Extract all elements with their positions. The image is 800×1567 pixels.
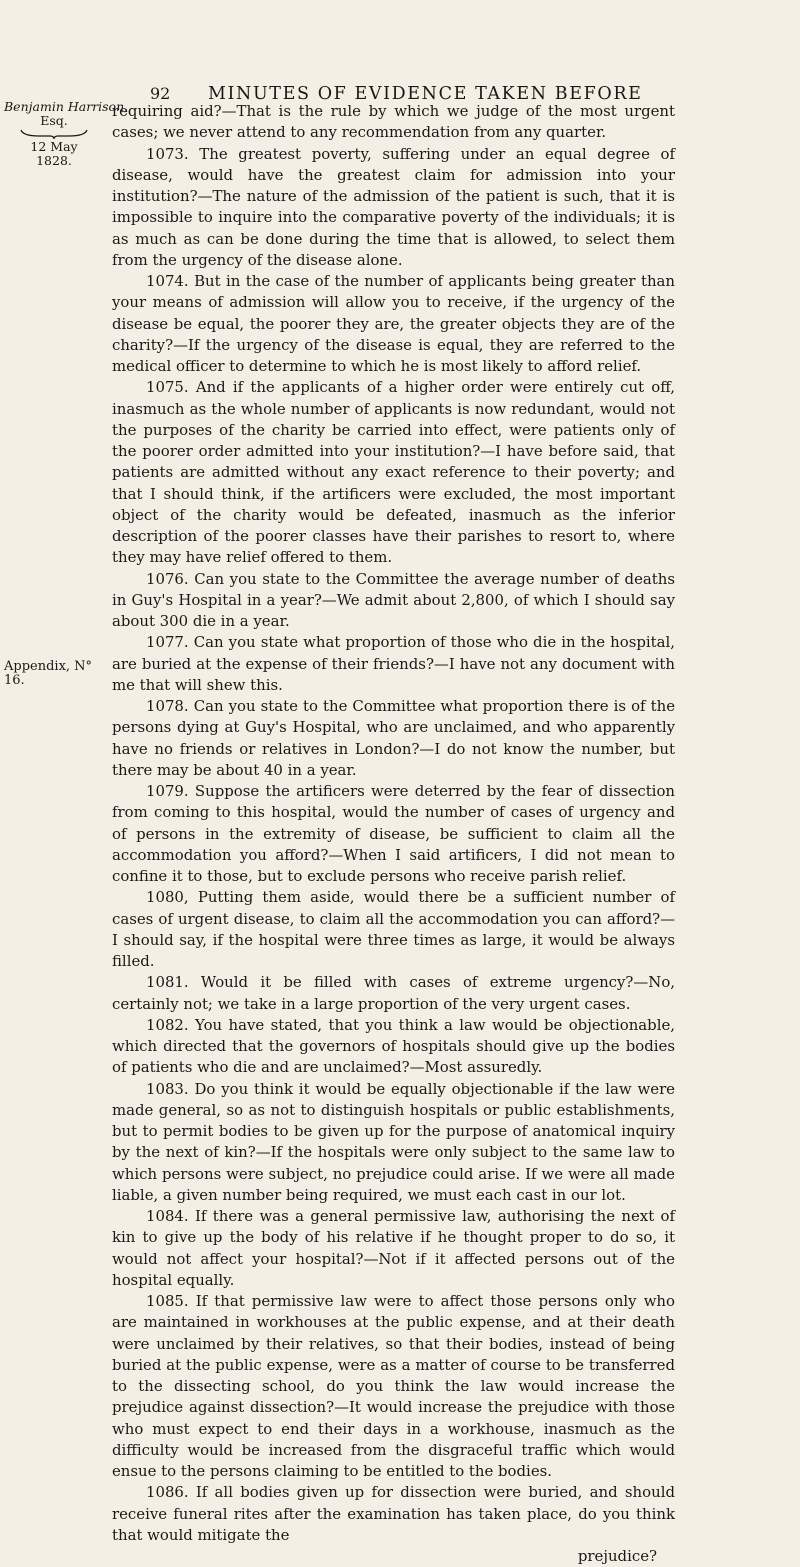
- evidence-paragraph: [112, 696, 675, 781]
- appendix-margin-note: Appendix, N° 16.: [4, 659, 93, 688]
- date-line-day: 12 May: [30, 139, 78, 154]
- paragraph-text: You have stated, that you think a law would be objectionable, which directed that the governors of hospitals should give up the bodies of patients who die and are unclaimed?—Most assuredly.: [112, 1015, 676, 1077]
- evidence-paragraph: [112, 781, 675, 887]
- evidence-paragraph: [112, 1015, 675, 1079]
- evidence-paragraph: [112, 1206, 675, 1291]
- witness-margin-note: [4, 99, 129, 168]
- paragraph-text: But in the case of the number of applicants being greater than your means of admission will allow you to receive, if the urgency of the disease be equal, the poorer they are, the greater objects they are of the charity?—If the urgency of the disease is equal, they are referred to the medical officer to determine to which he is most likely to afford relief.: [112, 272, 676, 375]
- evidence-paragraph: [112, 632, 675, 696]
- catchword: prejudice?: [577, 1547, 657, 1565]
- witness-name: Benjamin Harrison,: [4, 99, 129, 114]
- question-number: 1081.: [146, 973, 189, 992]
- question-number: 1086.: [146, 1483, 189, 1502]
- running-title: MINUTES OF EVIDENCE TAKEN BEFORE: [208, 84, 643, 104]
- paragraph-text: requiring aid?—That is the rule by which we judge of the most urgent cases; we never attend to any recommendation from any quarter.: [112, 102, 675, 142]
- evidence-paragraph: [112, 972, 675, 1015]
- evidence-paragraph: [112, 1482, 675, 1546]
- evidence-paragraph: [112, 1079, 675, 1207]
- question-number: 1079.: [146, 782, 189, 800]
- question-number: 1080,: [146, 888, 189, 907]
- evidence-paragraph: [112, 144, 675, 272]
- evidence-paragraph: [112, 887, 675, 972]
- question-number: 1083.: [146, 1079, 189, 1098]
- evidence-paragraph: [112, 569, 675, 633]
- question-number: 1075.: [146, 378, 189, 397]
- evidence-paragraph: [112, 271, 675, 377]
- paragraph-text: Suppose the artificers were deterred by the fear of dissection from coming to this hospital, would the number of cases of urgency and of persons in the extremity of disease, be sufficient to claim all the accommodation you afford?—When I said artificers, I did not mean to confine it to those, but to exclude persons who receive parish relief.: [112, 782, 675, 885]
- question-number: 1076.: [146, 569, 189, 588]
- paragraph-text: Putting them aside, would there be a sufficient number of cases of urgent disease, to claim all the accommodation you can afford?—I should say, if the hospital were three times as large, it would be always filled.: [112, 888, 675, 970]
- evidence-paragraph: [112, 377, 675, 568]
- paragraph-text: Can you state to the Committee what proportion there is of the persons dying at Guy's Hospital, who are unclaimed, and who apparently have no friends or relatives in London?—I do not know the number, but there may be about 40 in a year.: [112, 697, 676, 779]
- paragraph-text: The greatest poverty, suffering under an equal degree of disease, would have the greatest claim for admission into your institution?—The nature of the admission of the patient is such, that it is impossible to inquire into the comparative poverty of the individuals; it is as much as can be done during the time that is allowed, to select them from the urgency of the disease alone.: [112, 144, 676, 269]
- evidence-paragraph: [112, 101, 675, 144]
- question-number: 1082.: [146, 1015, 189, 1034]
- evidence-paragraph: [112, 1291, 675, 1482]
- question-number: 1074.: [146, 272, 189, 290]
- date-line-year: 1828.: [36, 153, 72, 168]
- question-number: 1085.: [146, 1292, 189, 1310]
- question-number: 1077.: [146, 633, 189, 652]
- page-number: 92: [150, 84, 171, 103]
- question-number: 1078.: [146, 697, 189, 715]
- paragraph-text: If that permissive law were to affect those persons only who are maintained in workhouses at the public expense, and at their death were unclaimed by their relatives, so that their bodies, instead of being buried at the public expense, were as a matter of course to be transferred to the dissecting school, do you think the law would increase the prejudice against dissection?—It would increase the prejudice with those who must expect to end their days in a workhouse, inasmuch as the difficulty would be increased from the disgraceful traffic which would ensue to the persons claiming to be entitled to the bodies.: [112, 1292, 675, 1480]
- body-text: [112, 101, 675, 1546]
- paragraph-text: If all bodies given up for dissection were buried, and should receive funeral rites after the examination has taken place, do you think that would mitigate the: [112, 1483, 676, 1544]
- paragraph-text: Would it be filled with cases of extreme urgency?—No, certainly not; we take in a large proportion of the very urgent cases.: [112, 973, 676, 1013]
- question-number: 1084.: [146, 1207, 189, 1225]
- question-number: 1073.: [146, 144, 189, 163]
- paragraph-text: If there was a general permissive law, authorising the next of kin to give up the body of his relative if he thought proper to do so, it would not affect your hospital?—Not if it affected persons out of the hospital equally.: [112, 1207, 676, 1289]
- paragraph-text: Can you state to the Committee the average number of deaths in Guy's Hospital in a year?—We admit about 2,800, of which I should say about 300 die in a year.: [112, 569, 675, 630]
- paragraph-text: Can you state what proportion of those who die in the hospital, are buried at the expense of their friends?—I have not any document with me that will shew this.: [112, 633, 676, 694]
- witness-suffix: Esq.: [40, 113, 68, 128]
- paragraph-text: And if the applicants of a higher order were entirely cut off, inasmuch as the whole number of applicants is now redundant, would not the purposes of the charity be carried into effect, were patients only of the poorer order admitted into your institution?—I have before said, that patients are admitted without any exact reference to their poverty; and that I should think, if the artificers were excluded, the most important object of the charity would be defeated, inasmuch as the inferior description of the poorer classes have their parishes to resort to, where they may have relief offered to them.: [112, 378, 675, 567]
- paragraph-text: Do you think it would be equally objectionable if the law were made general, so as not to distinguish hospitals or public establishments, but to permit bodies to be given up for the purpose of anatomical inquiry by the next of kin?—If the hospitals were only subject to the same law to which persons were subject, no prejudice could arise. If we were all made liable, a given number being required, we must each cast in our lot.: [112, 1079, 675, 1204]
